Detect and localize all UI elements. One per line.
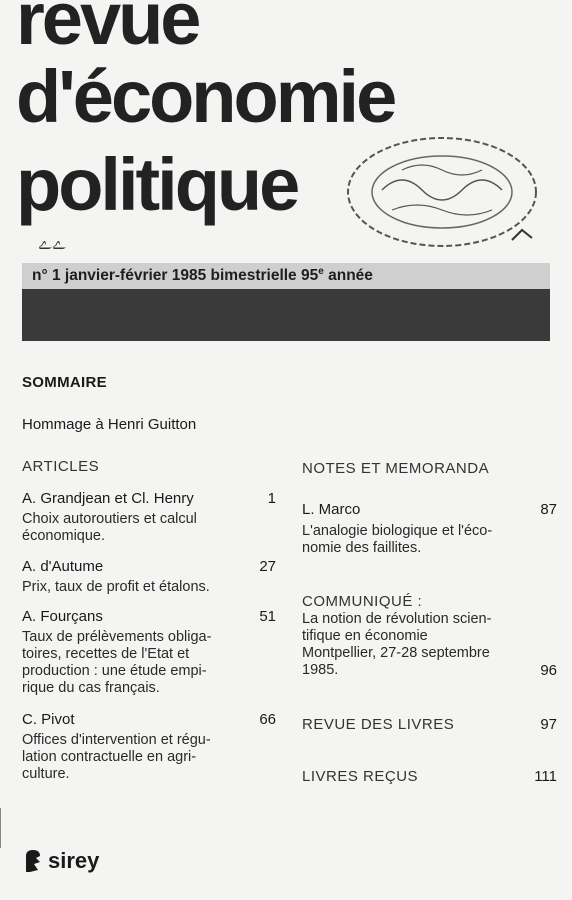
- hommage-line: Hommage à Henri Guitton: [22, 416, 197, 433]
- library-stamp-icon: [342, 130, 542, 260]
- note-title: L'analogie biologique et l'éco- nomie des faillites.: [302, 523, 493, 556]
- title-line-2: d'économie: [16, 55, 395, 138]
- communique-entry: [302, 593, 527, 679]
- note-author: L. Marco: [302, 501, 361, 518]
- article-entry: [22, 490, 244, 545]
- publisher-name: sirey: [48, 848, 100, 873]
- note-entry: [302, 501, 522, 557]
- article-title: Taux de prélèvements obliga- toires, recettes de l'Etat et production : une étude empi- rique du cas français.: [22, 629, 212, 696]
- revue-des-livres: REVUE DES LIVRES: [302, 716, 455, 733]
- livres-recus: LIVRES REÇUS: [302, 768, 419, 785]
- article-title: Choix autoroutiers et calcul économique.: [22, 511, 197, 544]
- article-title: Prix, taux de profit et étalons.: [22, 579, 210, 595]
- article-entry: [22, 558, 244, 596]
- title-line-1: revue: [16, 0, 199, 60]
- article-page: 1: [267, 490, 276, 507]
- handwritten-mark: ﮮﮮ: [38, 228, 66, 250]
- article-author: A. Grandjean et Cl. Henry: [22, 490, 194, 507]
- article-author: A. d'Autume: [22, 558, 104, 575]
- article-title: Offices d'intervention et régu- lation contractuelle en agri- culture.: [22, 732, 211, 782]
- article-page: 51: [259, 608, 276, 625]
- dark-band: [22, 289, 550, 341]
- livres-page: 111: [534, 768, 557, 785]
- article-author: A. Fourçans: [22, 608, 103, 625]
- article-page: 66: [259, 711, 276, 728]
- sirey-logo-icon: [22, 848, 44, 874]
- article-entry: [22, 608, 244, 697]
- note-page: 87: [540, 501, 557, 518]
- sommaire-heading: SOMMAIRE: [22, 374, 107, 391]
- revue-page: 97: [540, 716, 557, 733]
- articles-heading: ARTICLES: [22, 458, 100, 475]
- communique-heading: COMMUNIQUÉ :: [302, 593, 423, 610]
- issue-line: n° 1 janvier-février 1985 bimestrielle 95e année: [32, 266, 373, 285]
- article-author: C. Pivot: [22, 711, 75, 728]
- notes-heading: NOTES ET MEMORANDA: [302, 460, 490, 477]
- page-edge: [0, 808, 1, 848]
- article-page: 27: [259, 558, 276, 575]
- publisher-logo: [22, 848, 99, 874]
- communique-page: 96: [540, 662, 557, 679]
- communique-text: La notion de révolution scien- tifique en économie Montpellier, 27-28 septembre 1985.: [302, 611, 492, 678]
- article-entry: [22, 711, 244, 783]
- issue-bar: [22, 263, 550, 289]
- title-line-3: politique: [16, 143, 298, 226]
